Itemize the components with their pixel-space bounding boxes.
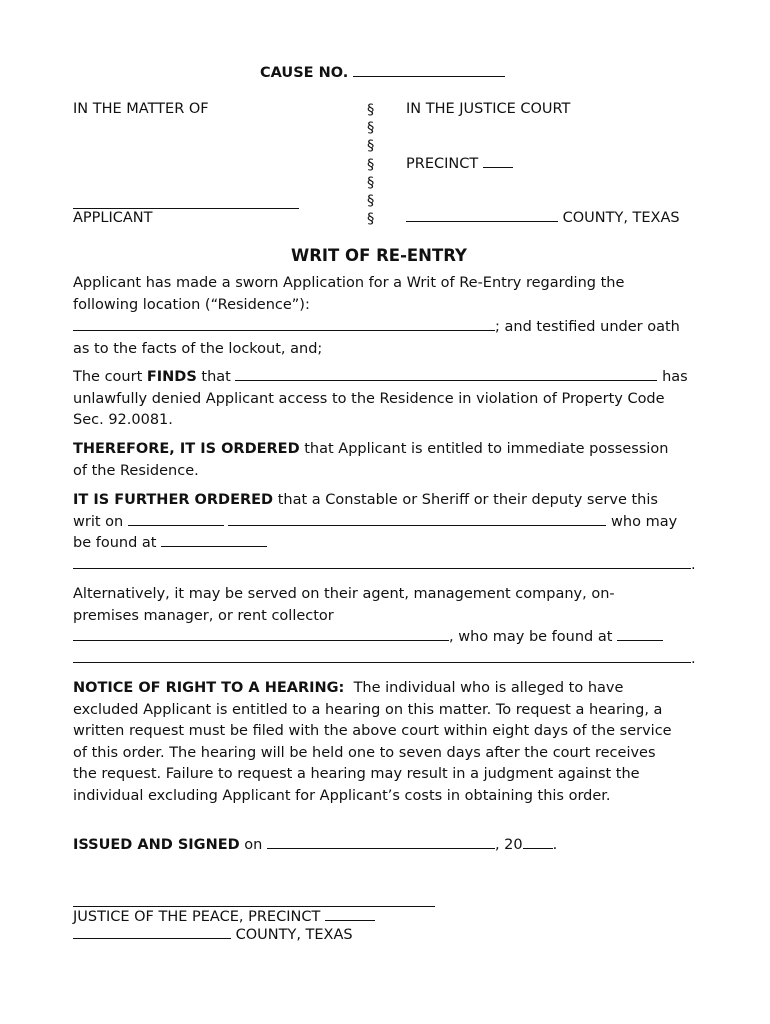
section-symbol: § [367, 102, 375, 118]
section-symbol: § [367, 138, 375, 155]
text-line [73, 649, 698, 671]
text-span: The court [73, 369, 147, 385]
section-symbol-column [367, 101, 374, 228]
ordered-heading: THEREFORE, IT IS ORDERED [73, 441, 300, 457]
paragraph-order [73, 439, 698, 482]
agent-name-blank[interactable] [73, 639, 449, 641]
text-line: unlawfully denied Applicant access to the Residence in violation of Property Code [73, 390, 665, 407]
text-line [73, 926, 375, 944]
applicant-label: APPLICANT [73, 210, 153, 226]
section-symbol: § [367, 174, 375, 191]
text-line: individual excluding Applicant for Applicant’s costs in obtaining this order. [73, 787, 611, 804]
further-ordered-heading: IT IS FURTHER ORDERED [73, 492, 274, 508]
signature-county: COUNTY, TEXAS [235, 927, 353, 943]
found-at-blank[interactable] [161, 545, 267, 547]
issued-date-blank[interactable] [267, 847, 495, 849]
cause-no-blank[interactable] [353, 75, 505, 77]
section-symbol: § [367, 211, 375, 228]
text-line: Alternatively, it may be served on their agent, management company, on- [73, 586, 615, 602]
document-title: WRIT OF RE-ENTRY [291, 246, 467, 265]
serve-name-blank[interactable] [228, 524, 606, 526]
finds-heading: FINDS [146, 369, 197, 385]
text-span: . [691, 556, 696, 573]
signature-line[interactable] [73, 906, 435, 907]
caption-county-blank[interactable] [406, 220, 558, 222]
text-line [73, 908, 375, 926]
text-line [73, 317, 698, 339]
agent-found-blank[interactable] [617, 639, 663, 641]
precinct-line [406, 156, 513, 172]
address-blank[interactable] [73, 567, 691, 569]
text-line [73, 627, 698, 649]
text-line: Sec. 92.0081. [73, 412, 173, 429]
text-line: excluded Applicant is entitled to a hearing on this matter. To request a hearing, a [73, 701, 663, 718]
text-span: The individual who is alleged to have [344, 680, 624, 696]
text-span: . [552, 837, 558, 853]
issued-year-blank[interactable] [523, 847, 553, 849]
text-line [73, 367, 698, 389]
respondent-blank[interactable] [235, 379, 657, 381]
section-symbol: § [367, 120, 375, 137]
text-line: premises manager, or rent collector [73, 607, 334, 624]
notice-heading: NOTICE OF RIGHT TO A HEARING: [73, 680, 345, 696]
notice-of-hearing [73, 678, 698, 808]
text-line [73, 533, 698, 555]
applicant-name-blank[interactable] [73, 208, 299, 209]
text-span: ; and testified under oath [495, 319, 680, 336]
text-line [73, 439, 698, 461]
text-span: on [239, 837, 267, 853]
text-span: be found at [73, 535, 162, 552]
issued-heading: ISSUED AND SIGNED [73, 837, 240, 853]
text-line: following location (“Residence”): [73, 296, 310, 313]
in-the-matter-of: IN THE MATTER OF [73, 101, 209, 117]
issued-and-signed [73, 835, 698, 857]
text-span: has [657, 369, 688, 385]
agent-address-blank[interactable] [73, 661, 691, 663]
signature-county-blank[interactable] [73, 937, 231, 939]
cause-number-line [260, 65, 505, 81]
paragraph-application [73, 273, 698, 360]
residence-blank[interactable] [73, 329, 495, 331]
precinct-label: PRECINCT [406, 156, 479, 172]
paragraph-further-order [73, 490, 698, 576]
text-line [73, 678, 698, 700]
text-span: who may [606, 513, 678, 530]
section-symbol: § [367, 156, 375, 173]
text-span: , who may be found at [449, 629, 618, 646]
section-symbol: § [367, 193, 375, 210]
text-span: , 20 [494, 837, 523, 853]
text-line [73, 555, 698, 577]
text-span: that Applicant is entitled to immediate possession [299, 441, 669, 457]
text-line [73, 512, 698, 534]
text-span: . [691, 650, 696, 667]
text-span: writ on [73, 513, 128, 530]
court-name: IN THE JUSTICE COURT [406, 101, 571, 117]
text-line [73, 835, 698, 857]
text-span: that [196, 369, 236, 385]
text-line: of this order. The hearing will be held one to seven days after the court receives [73, 744, 656, 761]
caption-county-label: COUNTY, TEXAS [562, 210, 680, 226]
serve-on-blank[interactable] [128, 524, 224, 526]
caption-county-line [406, 210, 680, 226]
text-line [73, 490, 698, 512]
signature-title: JUSTICE OF THE PEACE, PRECINCT [73, 909, 321, 925]
text-span: that a Constable or Sheriff or their deputy serve this [273, 492, 658, 508]
paragraph-alternative-service [73, 584, 698, 670]
text-line: the request. Failure to request a hearing may result in a judgment against the [73, 766, 640, 783]
precinct-blank[interactable] [483, 166, 513, 168]
signature-block [73, 908, 375, 944]
cause-no-label: CAUSE NO. [260, 65, 349, 81]
text-line: written request must be filed with the above court within eight days of the service [73, 723, 672, 740]
text-line: of the Residence. [73, 462, 199, 479]
paragraph-findings [73, 367, 698, 432]
text-line: Applicant has made a sworn Application for a Writ of Re-Entry regarding the [73, 275, 625, 291]
text-line: as to the facts of the lockout, and; [73, 340, 323, 357]
signature-precinct-blank[interactable] [325, 919, 375, 921]
